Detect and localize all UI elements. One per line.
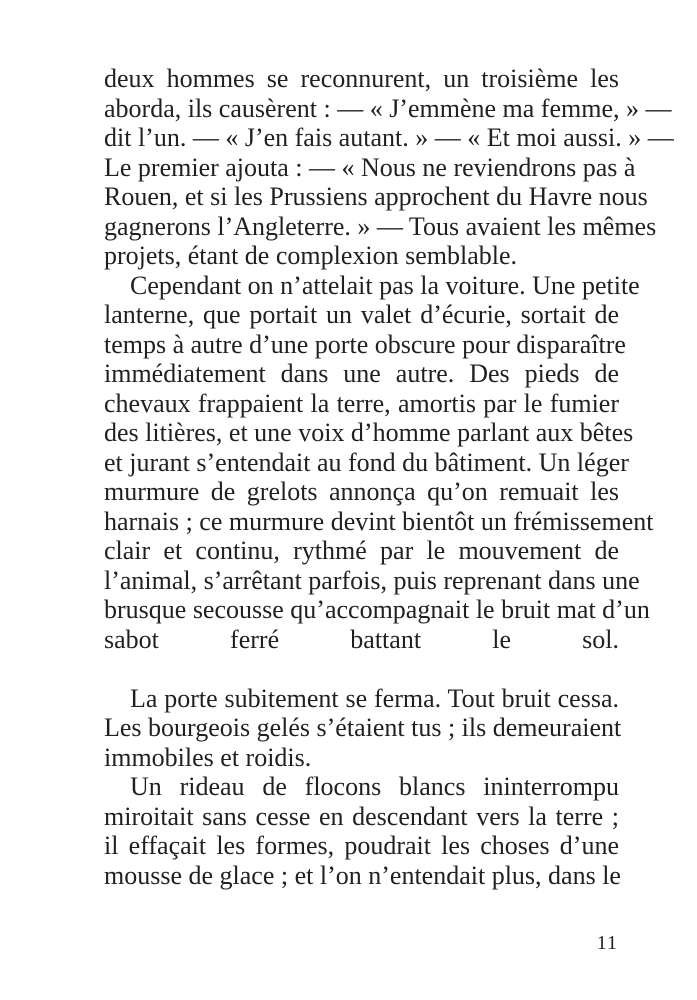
paragraph-3 [104, 683, 622, 773]
text-line: mousse de glace ; et l’on n’entendait plus, dans le [104, 860, 621, 890]
text-line: et jurant s’entendait au fond du bâtiment. Un léger [104, 447, 629, 477]
paragraph-2 [104, 270, 654, 684]
text-line [104, 654, 619, 684]
text-line: Cependant on n’attelait pas la voiture. Une petite [130, 270, 640, 300]
text-line: des litières, et une voix d’homme parlant aux bêtes [104, 418, 634, 447]
text-line: Les bourgeois gelés s’étaient tus ; ils demeuraient [104, 713, 622, 742]
text-line: Rouen, et si les Prussiens approchent du Havre nous [104, 182, 648, 211]
text-line: deux hommes se reconnurent, un troisième les [104, 64, 619, 93]
paragraph-1 [104, 64, 674, 271]
paragraph-4 [104, 772, 619, 890]
text-line: immédiatement dans une autre. Des pieds de [104, 359, 619, 388]
text-line: il effaçait les formes, poudrait les choses d’une [104, 831, 619, 860]
text-line: aborda, ils causèrent : — « J’emmène ma femme, » — [104, 93, 672, 123]
text-line: lanterne, que portait un valet d’écurie, sortait de [104, 300, 619, 329]
text-line: immobiles et roidis. [104, 742, 312, 772]
text-line: projets, étant de complexion semblable. [104, 241, 517, 270]
text-line: temps à autre d’une porte obscure pour disparaître [104, 329, 626, 359]
text-line: l’animal, s’arrêtant parfois, puis reprenant dans une [104, 565, 640, 595]
text-line: miroitait sans cesse en descendant vers la terre ; [104, 801, 619, 831]
text-line: gagnerons l’Angleterre. » — Tous avaient les mêmes [104, 211, 657, 241]
text-line: Le premier ajouta : — « Nous ne reviendrons pas à [104, 152, 636, 182]
page-body [104, 64, 674, 890]
text-line: La porte subitement se ferma. Tout bruit cessa. [130, 683, 619, 713]
text-line: Un rideau de flocons blancs ininterrompu [130, 772, 619, 801]
text-line: sabot ferré battant le sol. [104, 624, 619, 654]
text-line: chevaux frappaient la terre, amortis par le fumier [104, 388, 619, 418]
text-line: harnais ; ce murmure devint bientôt un frémissement [104, 506, 654, 536]
page-number: 11 [596, 932, 618, 954]
text-line: clair et continu, rythmé par le mouvement de [104, 536, 619, 565]
text-line: murmure de grelots annonça qu’on remuait les [104, 477, 619, 506]
text-line: dit l’un. — « J’en fais autant. » — « Et moi aussi. » — [104, 123, 674, 152]
text-line: brusque secousse qu’accompagnait le bruit mat d’un [104, 595, 650, 624]
